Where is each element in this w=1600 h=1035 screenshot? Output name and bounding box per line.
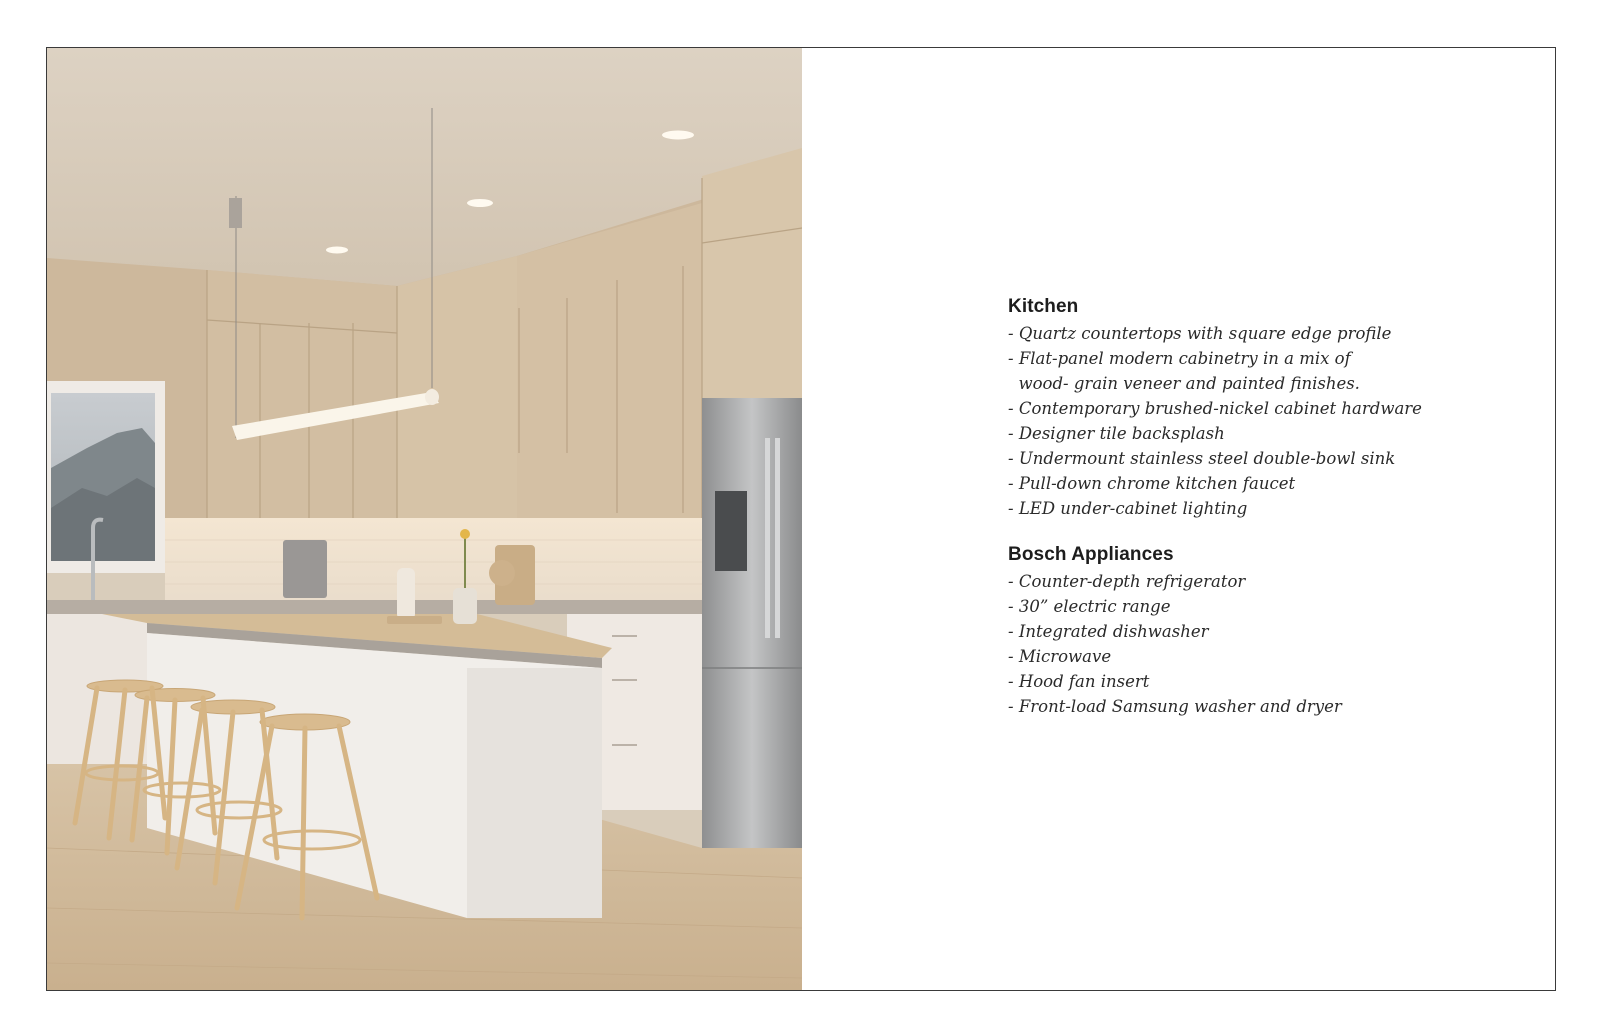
- kitchen-section: [1008, 296, 1528, 521]
- feature-specs: [1008, 296, 1528, 719]
- list-item: - Integrated dishwasher: [1008, 622, 1209, 641]
- kitchen-heading: Kitchen: [1008, 296, 1079, 317]
- list-item: - Flat-panel modern cabinetry in a mix of: [1008, 349, 1351, 368]
- list-item: - Pull-down chrome kitchen faucet: [1008, 474, 1296, 493]
- list-item: - Designer tile backsplash: [1008, 424, 1225, 443]
- list-item: - Front-load Samsung washer and dryer: [1008, 697, 1342, 716]
- list-item: - Microwave: [1008, 647, 1112, 666]
- list-item: - 30” electric range: [1008, 597, 1171, 616]
- appliances-heading: Bosch Appliances: [1008, 544, 1174, 565]
- appliances-feature-list: [1008, 569, 1528, 719]
- appliances-section: [1008, 544, 1528, 719]
- list-item: - Quartz countertops with square edge profile: [1008, 324, 1392, 343]
- list-item: - Counter-depth refrigerator: [1008, 572, 1246, 591]
- list-item: - Contemporary brushed-nickel cabinet hardware: [1008, 399, 1422, 418]
- kitchen-photo: [47, 48, 802, 990]
- list-item: wood- grain veneer and painted finishes.: [1008, 374, 1360, 393]
- list-item: - Hood fan insert: [1008, 672, 1150, 691]
- kitchen-feature-list: [1008, 321, 1528, 521]
- brochure-page: [46, 47, 1556, 991]
- list-item: - LED under-cabinet lighting: [1008, 499, 1248, 518]
- list-item: - Undermount stainless steel double-bowl sink: [1008, 449, 1396, 468]
